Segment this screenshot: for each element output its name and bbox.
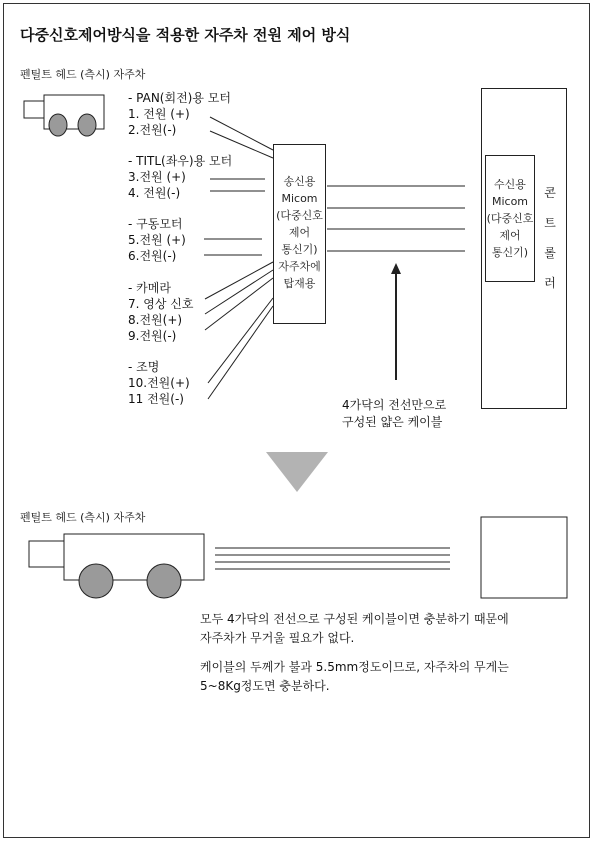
group-item: 4. 전원(-) [128, 186, 181, 200]
box-text: Micom [491, 195, 529, 208]
note-line: 모두 4가닥의 전선으로 구성된 케이블이면 충분하기 때문에 [200, 612, 509, 626]
four-wire-cable [327, 186, 465, 251]
group-item: 3.전원 (+) [128, 170, 186, 184]
box-text: 송신용 [283, 175, 316, 188]
page-title: 다중신호제어방식을 적용한 자주차 전원 제어 방식 [20, 26, 351, 44]
group-header: - TITL(좌우)용 모터 [128, 154, 233, 168]
bottom-note-1 [200, 610, 509, 648]
box-text: 탑재용 [283, 277, 316, 290]
box-text: (다중신호 [276, 209, 323, 222]
group-item: 7. 영상 신호 [128, 297, 194, 311]
group-item: 2.전원(-) [128, 123, 177, 137]
bottom-vehicle-wheel [79, 564, 113, 598]
group-item: 8.전원(+) [128, 313, 183, 327]
controller-char: 러 [544, 276, 556, 290]
group-header: - PAN(회전)용 모터 [128, 91, 231, 105]
top-vehicle-caption: 펜틸트 헤드 (측시) 자주차 [20, 68, 146, 81]
cable-note-line: 구성된 얇은 케이블 [342, 415, 443, 429]
label-group-tilt [128, 153, 232, 201]
box-text: 자주차에 [278, 260, 321, 273]
cable-note [342, 397, 446, 431]
box-text: 통신기) [281, 243, 318, 256]
note-line: 5~8Kg정도면 충분하다. [200, 679, 330, 693]
box-text: 수신용 [494, 178, 526, 191]
down-triangle-icon [266, 452, 328, 492]
box-text: 통신기) [491, 246, 529, 259]
note-line: 자주차가 무거울 필요가 없다. [200, 631, 355, 645]
box-text: (다중신호 [486, 212, 534, 225]
group-item: 5.전원 (+) [128, 233, 186, 247]
controller-label [541, 178, 559, 298]
group-header: - 카메라 [128, 281, 171, 295]
group-item: 11 전원(-) [128, 392, 184, 406]
controller-char: 콘 [544, 186, 556, 200]
group-header: - 구동모터 [128, 217, 183, 231]
label-group-camera [128, 280, 193, 344]
bottom-vehicle-cab [29, 541, 64, 567]
group-item: 9.전원(-) [128, 329, 177, 343]
group-item: 6.전원(-) [128, 249, 177, 263]
note-line: 케이블의 두께가 불과 5.5mm정도이므로, 자주차의 무게는 [200, 660, 509, 674]
label-group-light [128, 359, 190, 407]
box-text: 제어 [499, 229, 521, 242]
label-group-pan [128, 90, 231, 138]
top-vehicle-wheel [78, 114, 96, 136]
group-header: - 조명 [128, 360, 160, 374]
up-arrow-icon [391, 263, 401, 380]
bottom-four-wire-cable [215, 548, 450, 569]
bottom-controller-box [481, 517, 567, 598]
tx-micom-box [273, 144, 326, 324]
rx-micom-box [485, 155, 535, 282]
group-item: 1. 전원 (+) [128, 107, 190, 121]
top-vehicle-wheel [49, 114, 67, 136]
top-vehicle-cab [24, 101, 44, 118]
controller-char: 트 [544, 216, 556, 230]
cable-note-line: 4가닥의 전선만으로 [342, 398, 447, 412]
bottom-note-2 [200, 658, 509, 696]
bottom-vehicle-caption: 펜틸트 헤드 (측시) 자주차 [20, 511, 146, 524]
controller-char: 롤 [544, 246, 556, 260]
box-text: 제어 [288, 226, 311, 239]
label-group-drive [128, 216, 186, 264]
box-text: Micom [281, 192, 318, 205]
bottom-vehicle-wheel [147, 564, 181, 598]
group-item: 10.전원(+) [128, 376, 190, 390]
